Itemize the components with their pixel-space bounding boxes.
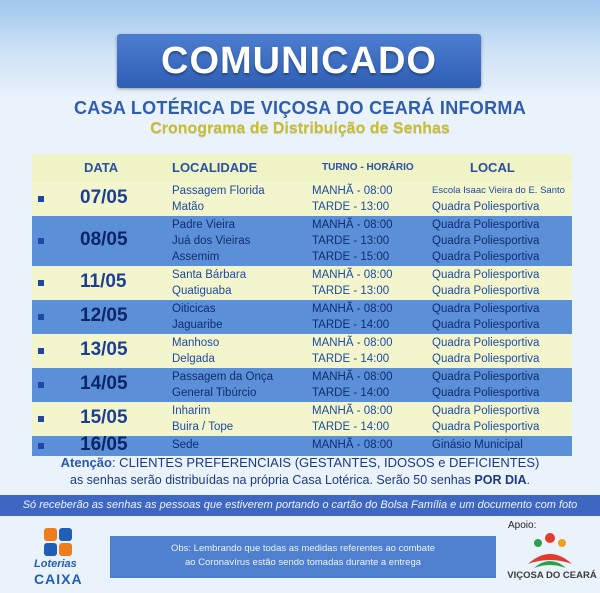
row-bullet [38,382,44,388]
cell-loc: Sede [172,439,199,451]
cell-turno: TARDE - 13:00 [312,201,390,213]
attention-line-2 [0,473,600,487]
cell-local: Ginásio Municipal [432,439,523,451]
schedule-table [32,154,572,456]
cell-loc: Delgada [172,353,215,365]
obs-line-1: Obs: Lembrando que todas as medidas referentes ao combate [170,543,436,554]
attention-end: . [526,473,530,487]
cell-turno: TARDE - 14:00 [312,421,390,433]
cell-turno: MANHÃ - 08:00 [312,405,393,417]
cell-loc: Inharim [172,405,211,417]
cell-turno: TARDE - 14:00 [312,387,390,399]
row-bullet [38,238,44,244]
cell-loc: Quatiguaba [172,285,232,297]
logo-tile-blue-2 [44,543,57,556]
cell-turno: MANHÃ - 08:00 [312,219,393,231]
attention-text-1: : CLIENTES PREFERENCIAIS (GESTANTES, IDOSOS e DEFICIENTES) [111,455,540,470]
header-data: DATA [84,160,119,175]
header-localidade: LOCALIDADE [172,160,258,175]
obs-line-2: ao Coronavírus estão sendo tomadas durante a entrega [184,557,422,568]
title-box [117,34,481,88]
city-logo-text: VIÇOSA DO CEARÁ [507,570,597,581]
cell-loc: Assemim [172,251,220,263]
cell-local: Quadra Poliesportiva [432,337,540,349]
schedule-title: Cronograma de Distribuição de Senhas [150,120,450,137]
row-date: 12/05 [80,305,128,326]
cell-loc: Passagem da Onça [172,371,274,383]
row-date: 15/05 [80,407,128,428]
vicosa-logo-icon [508,530,593,590]
cell-local: Quadra Poliesportiva [432,421,540,433]
logo-tile-orange-2 [59,543,72,556]
logo-tile-orange [44,528,57,541]
cell-turno: MANHÃ - 08:00 [312,303,393,315]
apoio-label: Apoio: [508,520,537,531]
attention-label: Atenção [60,455,112,470]
row-date: 08/05 [80,229,128,250]
cell-loc: Juá dos Vieiras [172,235,251,247]
row-bullet [38,348,44,354]
notice-text: Só receberão as senhas as pessoas que estiverem portando o cartão do Bolsa Família e um documento com foto [22,499,578,511]
table-row [32,216,572,266]
cell-turno: TARDE - 14:00 [312,319,390,331]
cell-local: Escola Isaac Vieira do E. Santo [432,185,565,196]
row-bullet [38,416,44,422]
cell-loc: Padre Vieira [172,219,236,231]
cell-turno: TARDE - 15:00 [312,251,390,263]
cell-local: Quadra Poliesportiva [432,219,540,231]
notice-strip [0,495,600,516]
cell-local: Quadra Poliesportiva [432,387,540,399]
subtitle: CASA LOTÉRICA DE VIÇOSA DO CEARÁ INFORMA [73,98,526,118]
logo-tile-blue [59,528,72,541]
row-bullet [38,443,44,449]
cell-loc: Passagem Florida [172,185,265,197]
cell-local: Quadra Poliesportiva [432,353,540,365]
cell-turno: MANHÃ - 08:00 [312,337,393,349]
header-local: LOCAL [470,160,515,175]
row-date: 13/05 [80,339,128,360]
logo-text-caixa: CAIXA [34,571,83,587]
cell-loc: Manhoso [172,337,220,349]
cell-turno: MANHÃ - 08:00 [312,371,393,383]
cell-local: Quadra Poliesportiva [432,251,540,263]
cell-local: Quadra Poliesportiva [432,319,540,331]
cell-loc: Santa Bárbara [172,269,247,281]
table-row [32,182,572,216]
cell-loc: Oiticicas [172,303,216,315]
header-turno: TURNO - HORÁRIO [322,162,414,173]
attention-bold: POR DIA [474,473,527,487]
cell-turno: MANHÃ - 08:00 [312,439,393,451]
cell-turno: TARDE - 14:00 [312,353,390,365]
cell-turno: TARDE - 13:00 [312,285,390,297]
obs-box [110,536,496,578]
cell-loc: Matão [172,201,204,213]
cell-turno: TARDE - 13:00 [312,235,390,247]
cell-local: Quadra Poliesportiva [432,269,540,281]
row-bullet [38,196,44,202]
table-header [32,154,572,182]
row-date: 16/05 [80,434,128,455]
cell-loc: Jaguaribe [172,319,223,331]
cell-local: Quadra Poliesportiva [432,405,540,417]
attention-line-1 [0,455,600,470]
cell-local: Quadra Poliesportiva [432,285,540,297]
cell-local: Quadra Poliesportiva [432,235,540,247]
table-row [32,266,572,300]
table-row [32,368,572,402]
table-row [32,334,572,368]
cell-turno: MANHÃ - 08:00 [312,269,393,281]
cell-turno: MANHÃ - 08:00 [312,185,393,197]
cell-loc: General Tibúrcio [172,387,257,399]
row-bullet [38,280,44,286]
logo-text-loterias: Loterias [34,558,77,570]
row-bullet [38,314,44,320]
cell-local: Quadra Poliesportiva [432,371,540,383]
header-banner [0,0,600,95]
cell-local: Quadra Poliesportiva [432,201,540,213]
attention-text-2: as senhas serão distribuídas na própria Casa Lotérica. Serão 50 senhas [70,473,475,487]
table-row [32,436,572,456]
table-row [32,402,572,436]
row-date: 11/05 [80,271,127,292]
cell-local: Quadra Poliesportiva [432,303,540,315]
page-title: COMUNICADO [161,40,437,82]
row-date: 14/05 [80,373,128,394]
table-row [32,300,572,334]
cell-loc: Buira / Tope [172,421,234,433]
row-date: 07/05 [80,187,128,208]
table-body [32,182,572,456]
